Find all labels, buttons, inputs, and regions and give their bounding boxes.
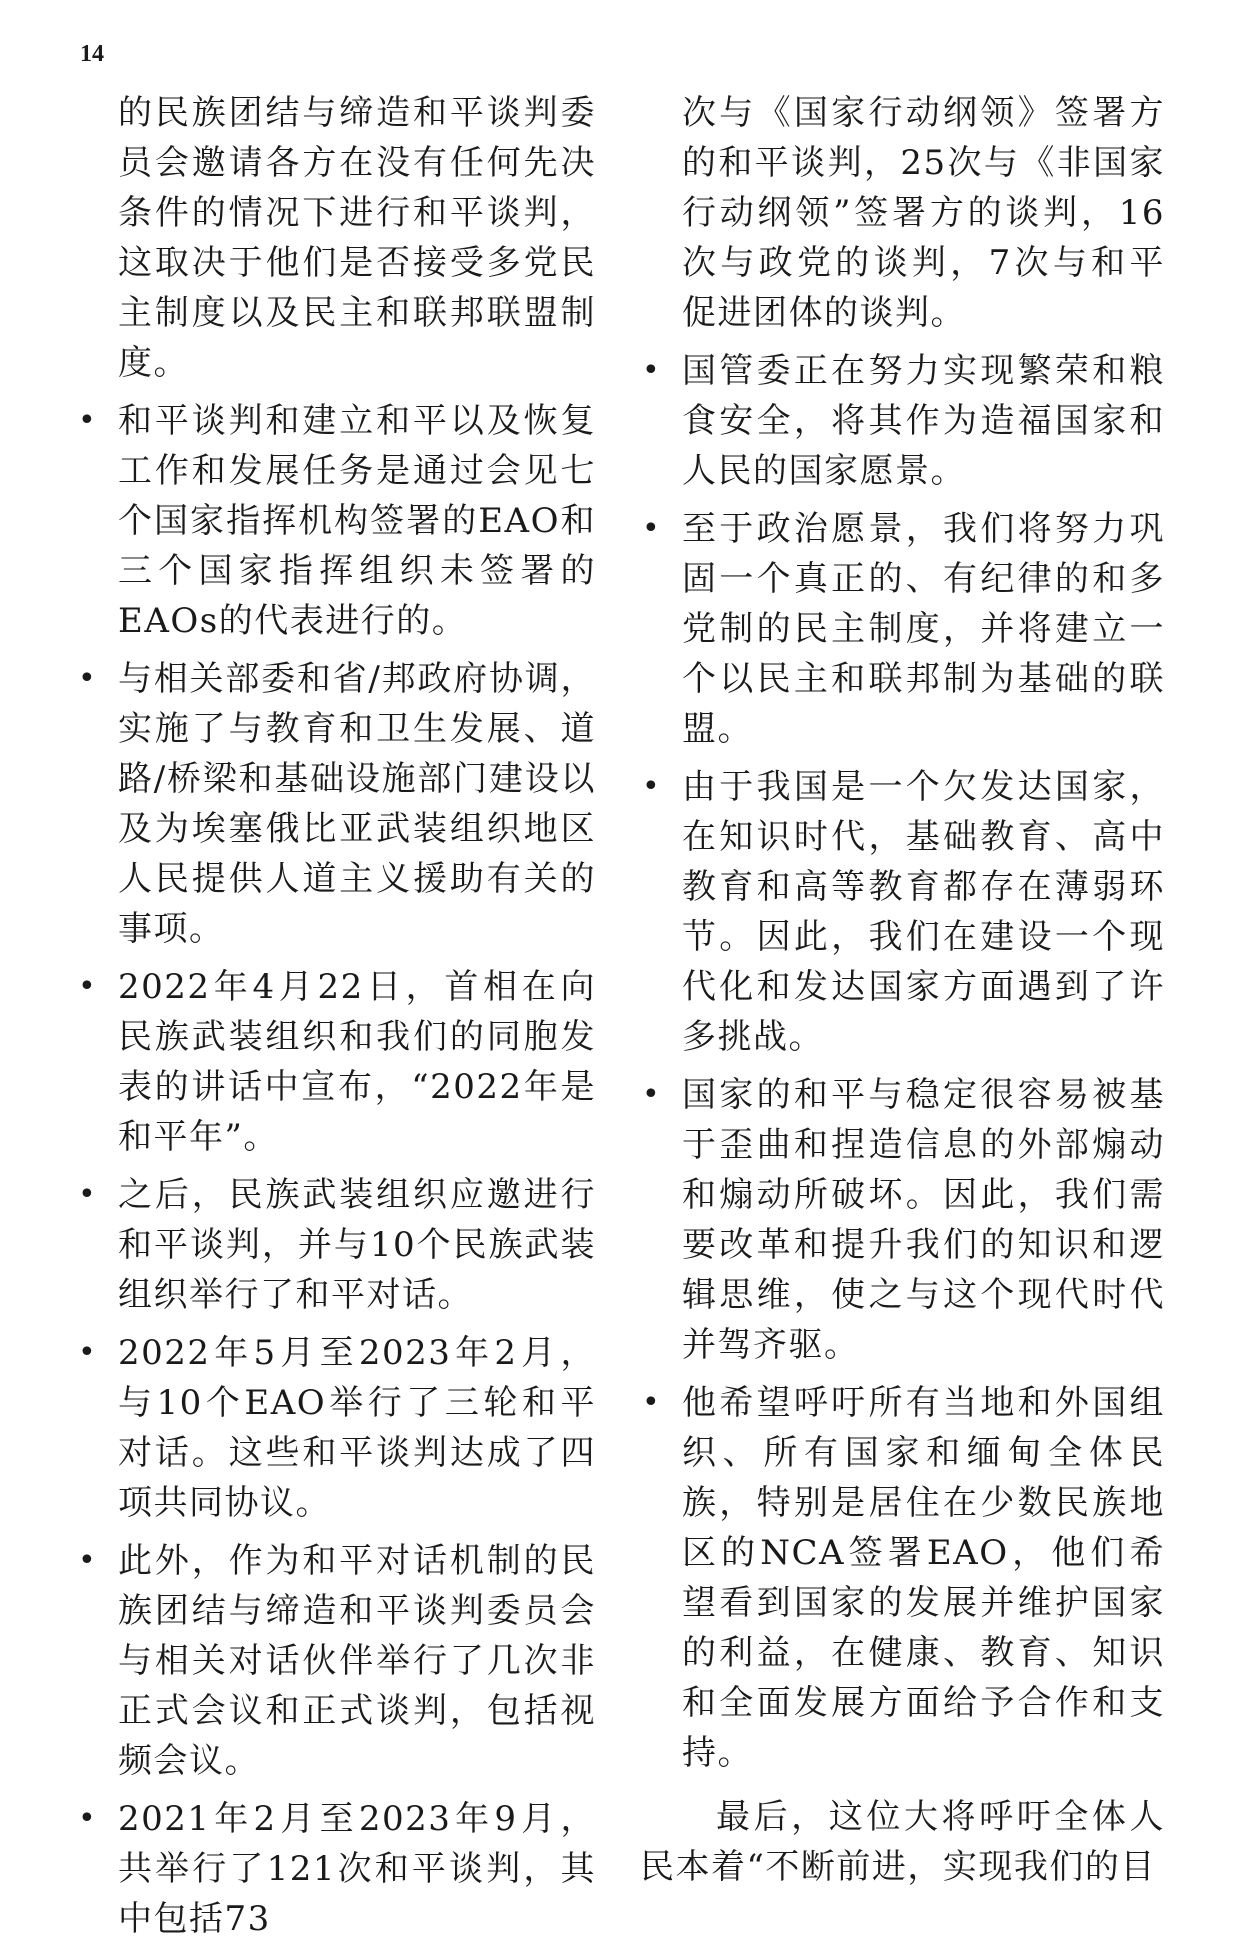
bullet-icon: • <box>642 1385 662 1420</box>
list-item <box>76 1170 596 1320</box>
list-item-text: 之后，民族武装组织应邀进行和平谈判，并与10个民族武装组织举行了和平对话。 <box>118 1175 596 1315</box>
bullet-icon: • <box>642 353 662 388</box>
list-item-text: 2021年2月至2023年9月，共举行了121次和平谈判，其中包括73 <box>118 1799 596 1939</box>
list-item <box>640 1378 1165 1778</box>
list-item <box>76 1328 596 1528</box>
list-item-text: 他希望呼吁所有当地和外国组织、所有国家和缅甸全体民族，特别是居住在少数民族地区的NCA签署EAO，他们希望看到国家的发展并维护国家的利益，在健康、教育、知识和全面发展方面给予合作和支持。 <box>682 1383 1165 1773</box>
list-item-text: 国家的和平与稳定很容易被基于歪曲和捏造信息的外部煽动和煽动所破坏。因此，我们需要改革和提升我们的知识和逻辑思维，使之与这个现代时代并驾齐驱。 <box>682 1075 1165 1365</box>
bullet-icon: • <box>78 1801 98 1836</box>
list-item <box>640 1070 1165 1370</box>
list-item-text: 与相关部委和省/邦政府协调，实施了与教育和卫生发展、道路/桥梁和基础设施部门建设以及为埃塞俄比亚武装组织地区人民提供人道主义援助有关的事项。 <box>118 659 596 949</box>
bullet-icon: • <box>642 769 662 804</box>
list-item <box>640 762 1165 1062</box>
page-number: 14 <box>80 41 104 67</box>
list-item <box>76 962 596 1162</box>
bullet-icon: • <box>78 661 98 696</box>
bullet-icon: • <box>78 1335 98 1370</box>
list-item <box>76 1536 596 1786</box>
bullet-icon: • <box>78 969 98 1004</box>
bullet-icon: • <box>78 403 98 438</box>
list-item-text: 和平谈判和建立和平以及恢复工作和发展任务是通过会见七个国家指挥机构签署的EAO和三个国家指挥组织未签署的EAOs的代表进行的。 <box>118 401 596 641</box>
list-item-text: 由于我国是一个欠发达国家，在知识时代，基础教育、高中教育和高等教育都存在薄弱环节。因此，我们在建设一个现代化和发达国家方面遇到了许多挑战。 <box>682 767 1165 1057</box>
right-continuation-paragraph: 次与《国家行动纲领》签署方的和平谈判，25次与《非国家行动纲领”签署方的谈判，16次与政党的谈判，7次与和平促进团体的谈判。 <box>682 93 1165 333</box>
closing-paragraph: 最后，这位大将呼吁全体人民本着“不断前进，实现我们的目 <box>640 1797 1165 1887</box>
list-item <box>76 654 596 954</box>
right-column <box>640 88 1165 1892</box>
bullet-icon: • <box>78 1177 98 1212</box>
bullet-icon: • <box>78 1543 98 1578</box>
list-item-text: 国管委正在努力实现繁荣和粮食安全，将其作为造福国家和人民的国家愿景。 <box>682 351 1165 491</box>
list-item <box>640 346 1165 496</box>
bullet-icon: • <box>642 511 662 546</box>
list-item-text: 此外，作为和平对话机制的民族团结与缔造和平谈判委员会与相关对话伙伴举行了几次非正式会议和正式谈判，包括视频会议。 <box>118 1541 596 1781</box>
bullet-icon: • <box>642 1077 662 1112</box>
left-continuation-paragraph: 的民族团结与缔造和平谈判委员会邀请各方在没有任何先决条件的情况下进行和平谈判，这取决于他们是否接受多党民主制度以及民主和联邦联盟制度。 <box>118 93 596 383</box>
list-item <box>76 396 596 646</box>
list-item-text: 2022年5月至2023年2月，与10个EAO举行了三轮和平对话。这些和平谈判达成了四项共同协议。 <box>118 1333 596 1523</box>
list-item-text: 至于政治愿景，我们将努力巩固一个真正的、有纪律的和多党制的民主制度，并将建立一个以民主和联邦制为基础的联盟。 <box>682 509 1165 749</box>
list-item <box>640 504 1165 754</box>
list-item-text: 2022年4月22日，首相在向民族武装组织和我们的同胞发表的讲话中宣布，“2022年是和平年”。 <box>118 967 596 1157</box>
left-column <box>76 88 596 1952</box>
list-item <box>76 1794 596 1944</box>
